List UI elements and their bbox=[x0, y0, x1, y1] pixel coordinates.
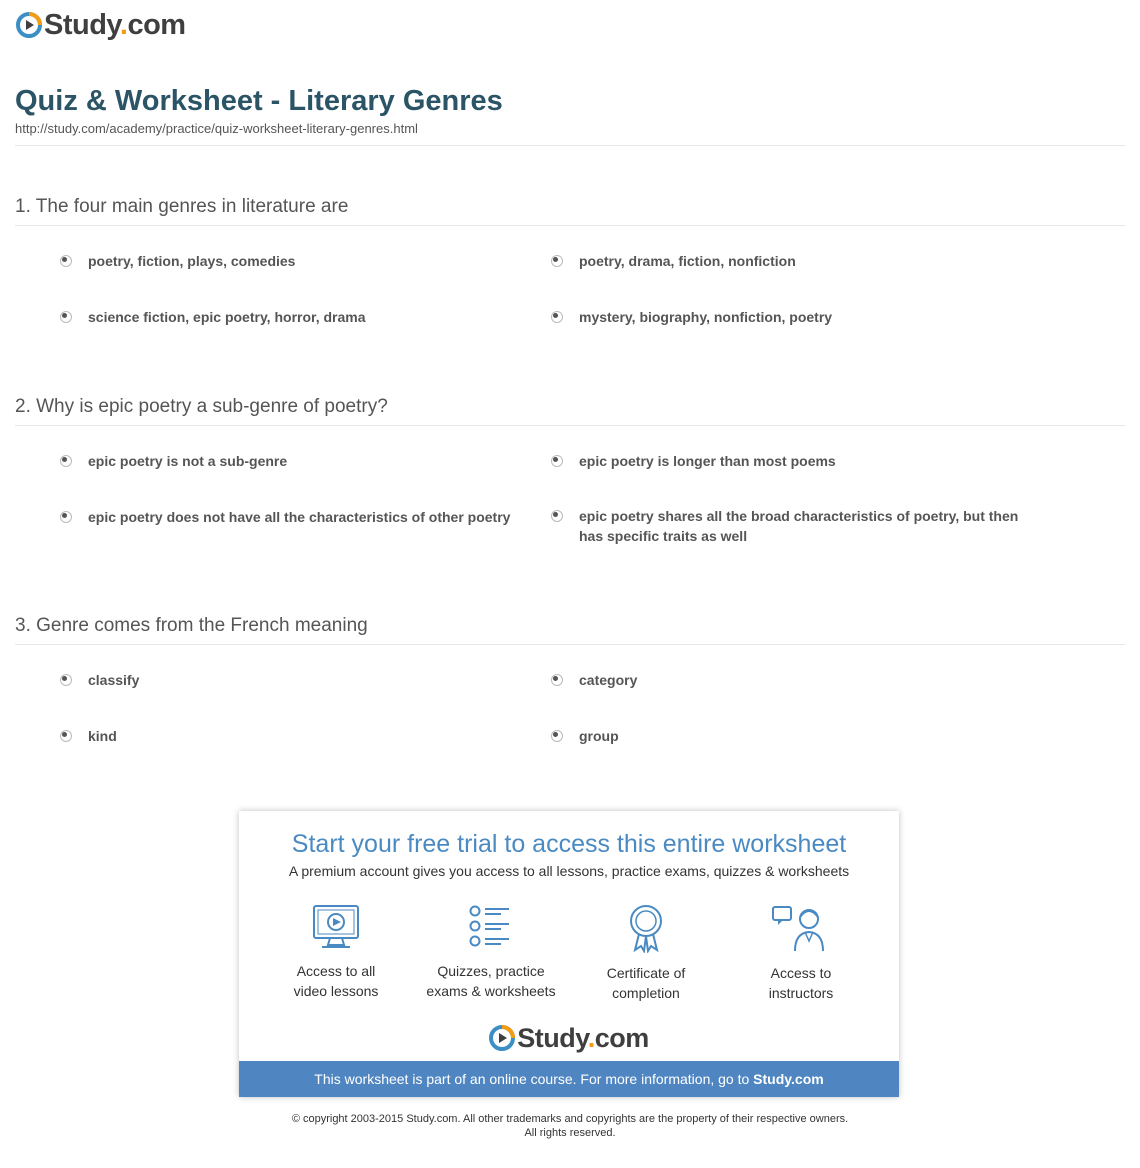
radio-button[interactable] bbox=[551, 311, 563, 323]
rights-line: All rights reserved. bbox=[524, 1127, 616, 1139]
promo-info-bar bbox=[239, 1061, 899, 1097]
feature-label: Access to instructors bbox=[768, 965, 834, 1001]
answer-option[interactable] bbox=[60, 670, 528, 690]
radio-button[interactable] bbox=[60, 730, 72, 742]
feature-instructors bbox=[726, 903, 876, 1003]
radio-button[interactable] bbox=[551, 255, 563, 267]
answer-text: mystery, biography, nonfiction, poetry bbox=[579, 309, 833, 325]
answer-option[interactable] bbox=[60, 451, 528, 471]
answer-text: epic poetry is not a sub-genre bbox=[88, 453, 288, 469]
header-divider bbox=[15, 145, 1125, 146]
answer-option[interactable] bbox=[60, 251, 528, 271]
radio-button[interactable] bbox=[551, 455, 563, 467]
feature-video-lessons bbox=[261, 903, 411, 1001]
question-text: 1. The four main genres in literature are bbox=[15, 195, 1125, 226]
study-logo-icon bbox=[489, 1025, 515, 1051]
answer-option[interactable] bbox=[551, 307, 1019, 327]
radio-button[interactable] bbox=[60, 255, 72, 267]
answer-text: science fiction, epic poetry, horror, drama bbox=[88, 309, 366, 325]
radio-button[interactable] bbox=[60, 311, 72, 323]
answer-option[interactable] bbox=[60, 507, 558, 527]
answer-text: epic poetry does not have all the characteristics of other poetry bbox=[88, 509, 511, 525]
answer-text: epic poetry shares all the broad characteristics of poetry, but then has specific traits as well bbox=[579, 508, 1019, 544]
radio-button[interactable] bbox=[60, 511, 72, 523]
promo-subtitle: A premium account gives you access to all lessons, practice exams, quizzes & worksheets bbox=[288, 863, 850, 879]
free-trial-promo bbox=[239, 811, 899, 1097]
question-2 bbox=[15, 395, 1125, 544]
answer-text: group bbox=[579, 728, 619, 744]
study-logo-text: Study.com bbox=[44, 9, 186, 41]
promo-bar-text: This worksheet is part of an online course. For more information, go to bbox=[314, 1071, 754, 1087]
study-logo[interactable] bbox=[16, 10, 186, 40]
page-title: Quiz & Worksheet - Literary Genres bbox=[15, 85, 503, 117]
study-logo-text: Study.com bbox=[517, 1023, 649, 1053]
feature-label: Access to all video lessons bbox=[293, 963, 379, 999]
instructor-icon bbox=[771, 903, 831, 953]
feature-certificate bbox=[571, 903, 721, 1003]
answer-text: category bbox=[579, 672, 638, 688]
promo-title[interactable]: Start your free trial to access this entire worksheet bbox=[291, 830, 847, 858]
answer-option[interactable] bbox=[60, 726, 528, 746]
feature-label: Quizzes, practice exams & worksheets bbox=[426, 963, 556, 999]
answer-option[interactable] bbox=[551, 451, 1019, 471]
answer-text: poetry, drama, fiction, nonfiction bbox=[579, 253, 796, 269]
quiz-list-icon bbox=[465, 903, 517, 951]
certificate-icon bbox=[620, 903, 672, 953]
answer-text: kind bbox=[88, 728, 117, 744]
page-url: http://study.com/academy/practice/quiz-worksheet-literary-genres.html bbox=[15, 121, 418, 136]
radio-button[interactable] bbox=[60, 674, 72, 686]
answer-option[interactable] bbox=[551, 670, 1019, 690]
radio-button[interactable] bbox=[60, 455, 72, 467]
answer-text: poetry, fiction, plays, comedies bbox=[88, 253, 296, 269]
question-text: 2. Why is epic poetry a sub-genre of poetry? bbox=[15, 395, 1125, 426]
radio-button[interactable] bbox=[551, 730, 563, 742]
question-3 bbox=[15, 614, 1125, 744]
promo-study-logo[interactable] bbox=[239, 1023, 899, 1053]
copyright-footer bbox=[0, 1112, 1140, 1140]
radio-button[interactable] bbox=[551, 510, 563, 522]
answer-text: classify bbox=[88, 672, 140, 688]
study-logo-icon bbox=[16, 12, 42, 38]
answer-option[interactable] bbox=[551, 726, 1019, 746]
answer-option[interactable] bbox=[551, 251, 1019, 271]
question-text: 3. Genre comes from the French meaning bbox=[15, 614, 1125, 645]
copyright-line: © copyright 2003-2015 Study.com. All other trademarks and copyrights are the property of their respective owners. bbox=[291, 1113, 849, 1125]
feature-quizzes bbox=[416, 903, 566, 1001]
question-1 bbox=[15, 195, 1125, 325]
answer-option[interactable] bbox=[551, 506, 1019, 546]
radio-button[interactable] bbox=[551, 674, 563, 686]
answer-text: epic poetry is longer than most poems bbox=[579, 453, 836, 469]
video-lesson-icon bbox=[310, 903, 362, 951]
answer-option[interactable] bbox=[60, 307, 528, 327]
study-link[interactable]: Study.com bbox=[753, 1071, 824, 1087]
feature-label: Certificate of completion bbox=[606, 965, 686, 1001]
